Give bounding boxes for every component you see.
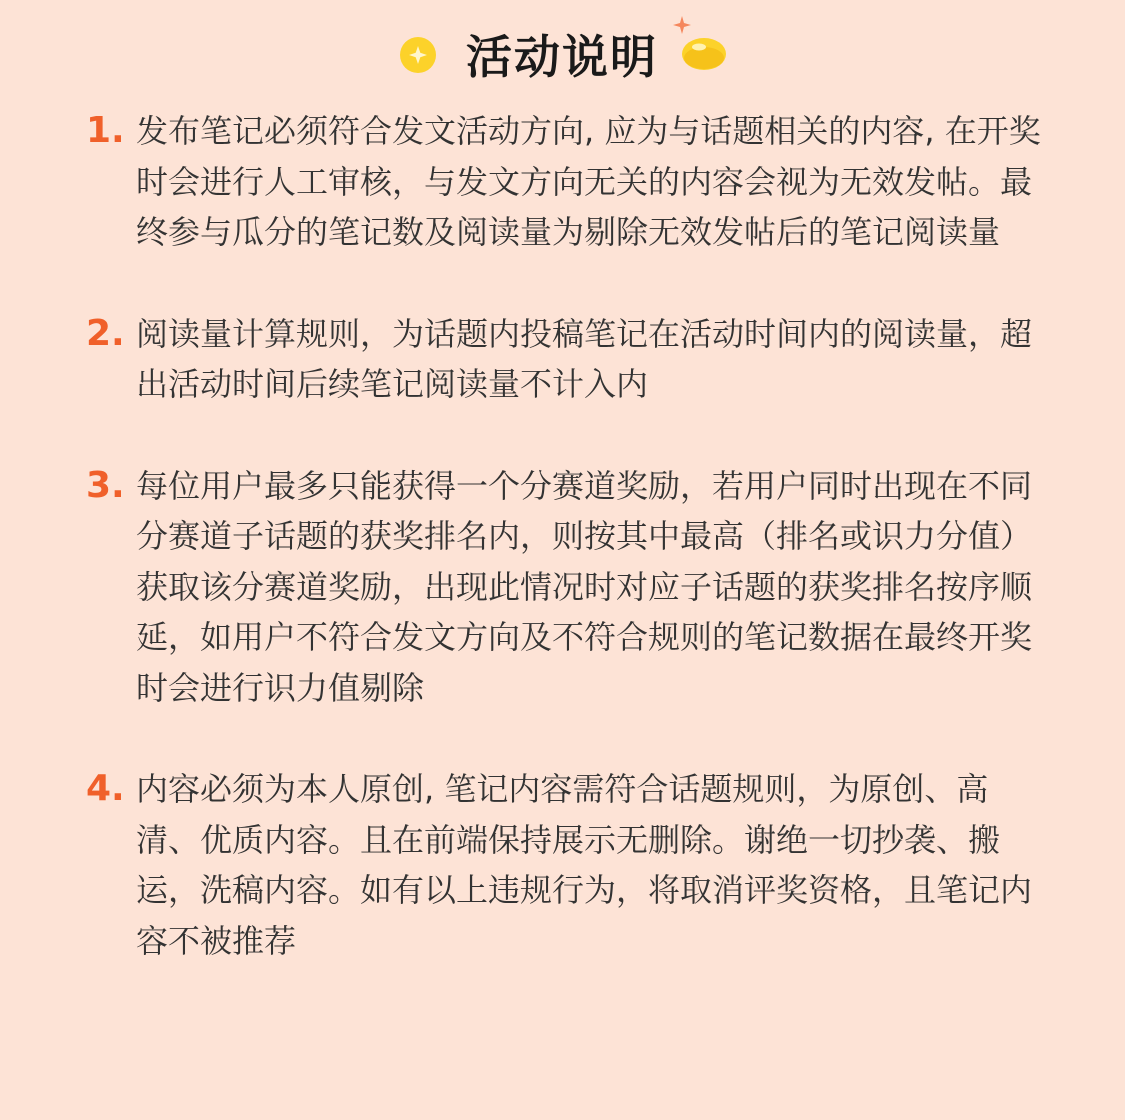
rule-item [86,309,1046,410]
rule-number: 4. [86,768,125,809]
rule-number: 1. [86,110,125,151]
rule-number: 2. [86,312,125,354]
rule-item [86,764,1046,966]
page-title: 活动说明 [466,30,658,84]
star-coin-icon [398,35,438,75]
header [0,22,1125,92]
rule-text: 内容必须为本人原创, 笔记内容需符合话题规则，为原创、高清、优质内容。且在前端保持展示无删除。谢绝一切抄袭、搬运，洗稿内容。如有以上违规行为，将取消评奖资格，且笔记内容不被推荐 [136,770,1033,960]
rule-item [86,106,1046,258]
rule-text: 每位用户最多只能获得一个分赛道奖励，若用户同时出现在不同分赛道子话题的获奖排名内，则按其中最高（排名或识力分值）获取该分赛道奖励，出现此情况时对应子话题的获奖排名按序顺延，如用户不符合发文方向及不符合规则的笔记数据在最终开奖时会进行识力值剔除 [136,466,1033,707]
bean-sparkle-icon [668,14,730,76]
rule-item [86,461,1046,714]
rule-text: 阅读量计算规则，为话题内投稿笔记在活动时间内的阅读量，超出活动时间后续笔记阅读量不计入内 [136,314,1033,403]
rule-number: 3. [86,464,125,506]
rules-list [86,106,1046,966]
rule-text: 发布笔记必须符合发文活动方向, 应为与话题相关的内容, 在开奖时会进行人工审核，与发文方向无关的内容会视为无效发帖。最终参与瓜分的笔记数及阅读量为剔除无效发帖后的笔记阅读量 [136,112,1041,251]
